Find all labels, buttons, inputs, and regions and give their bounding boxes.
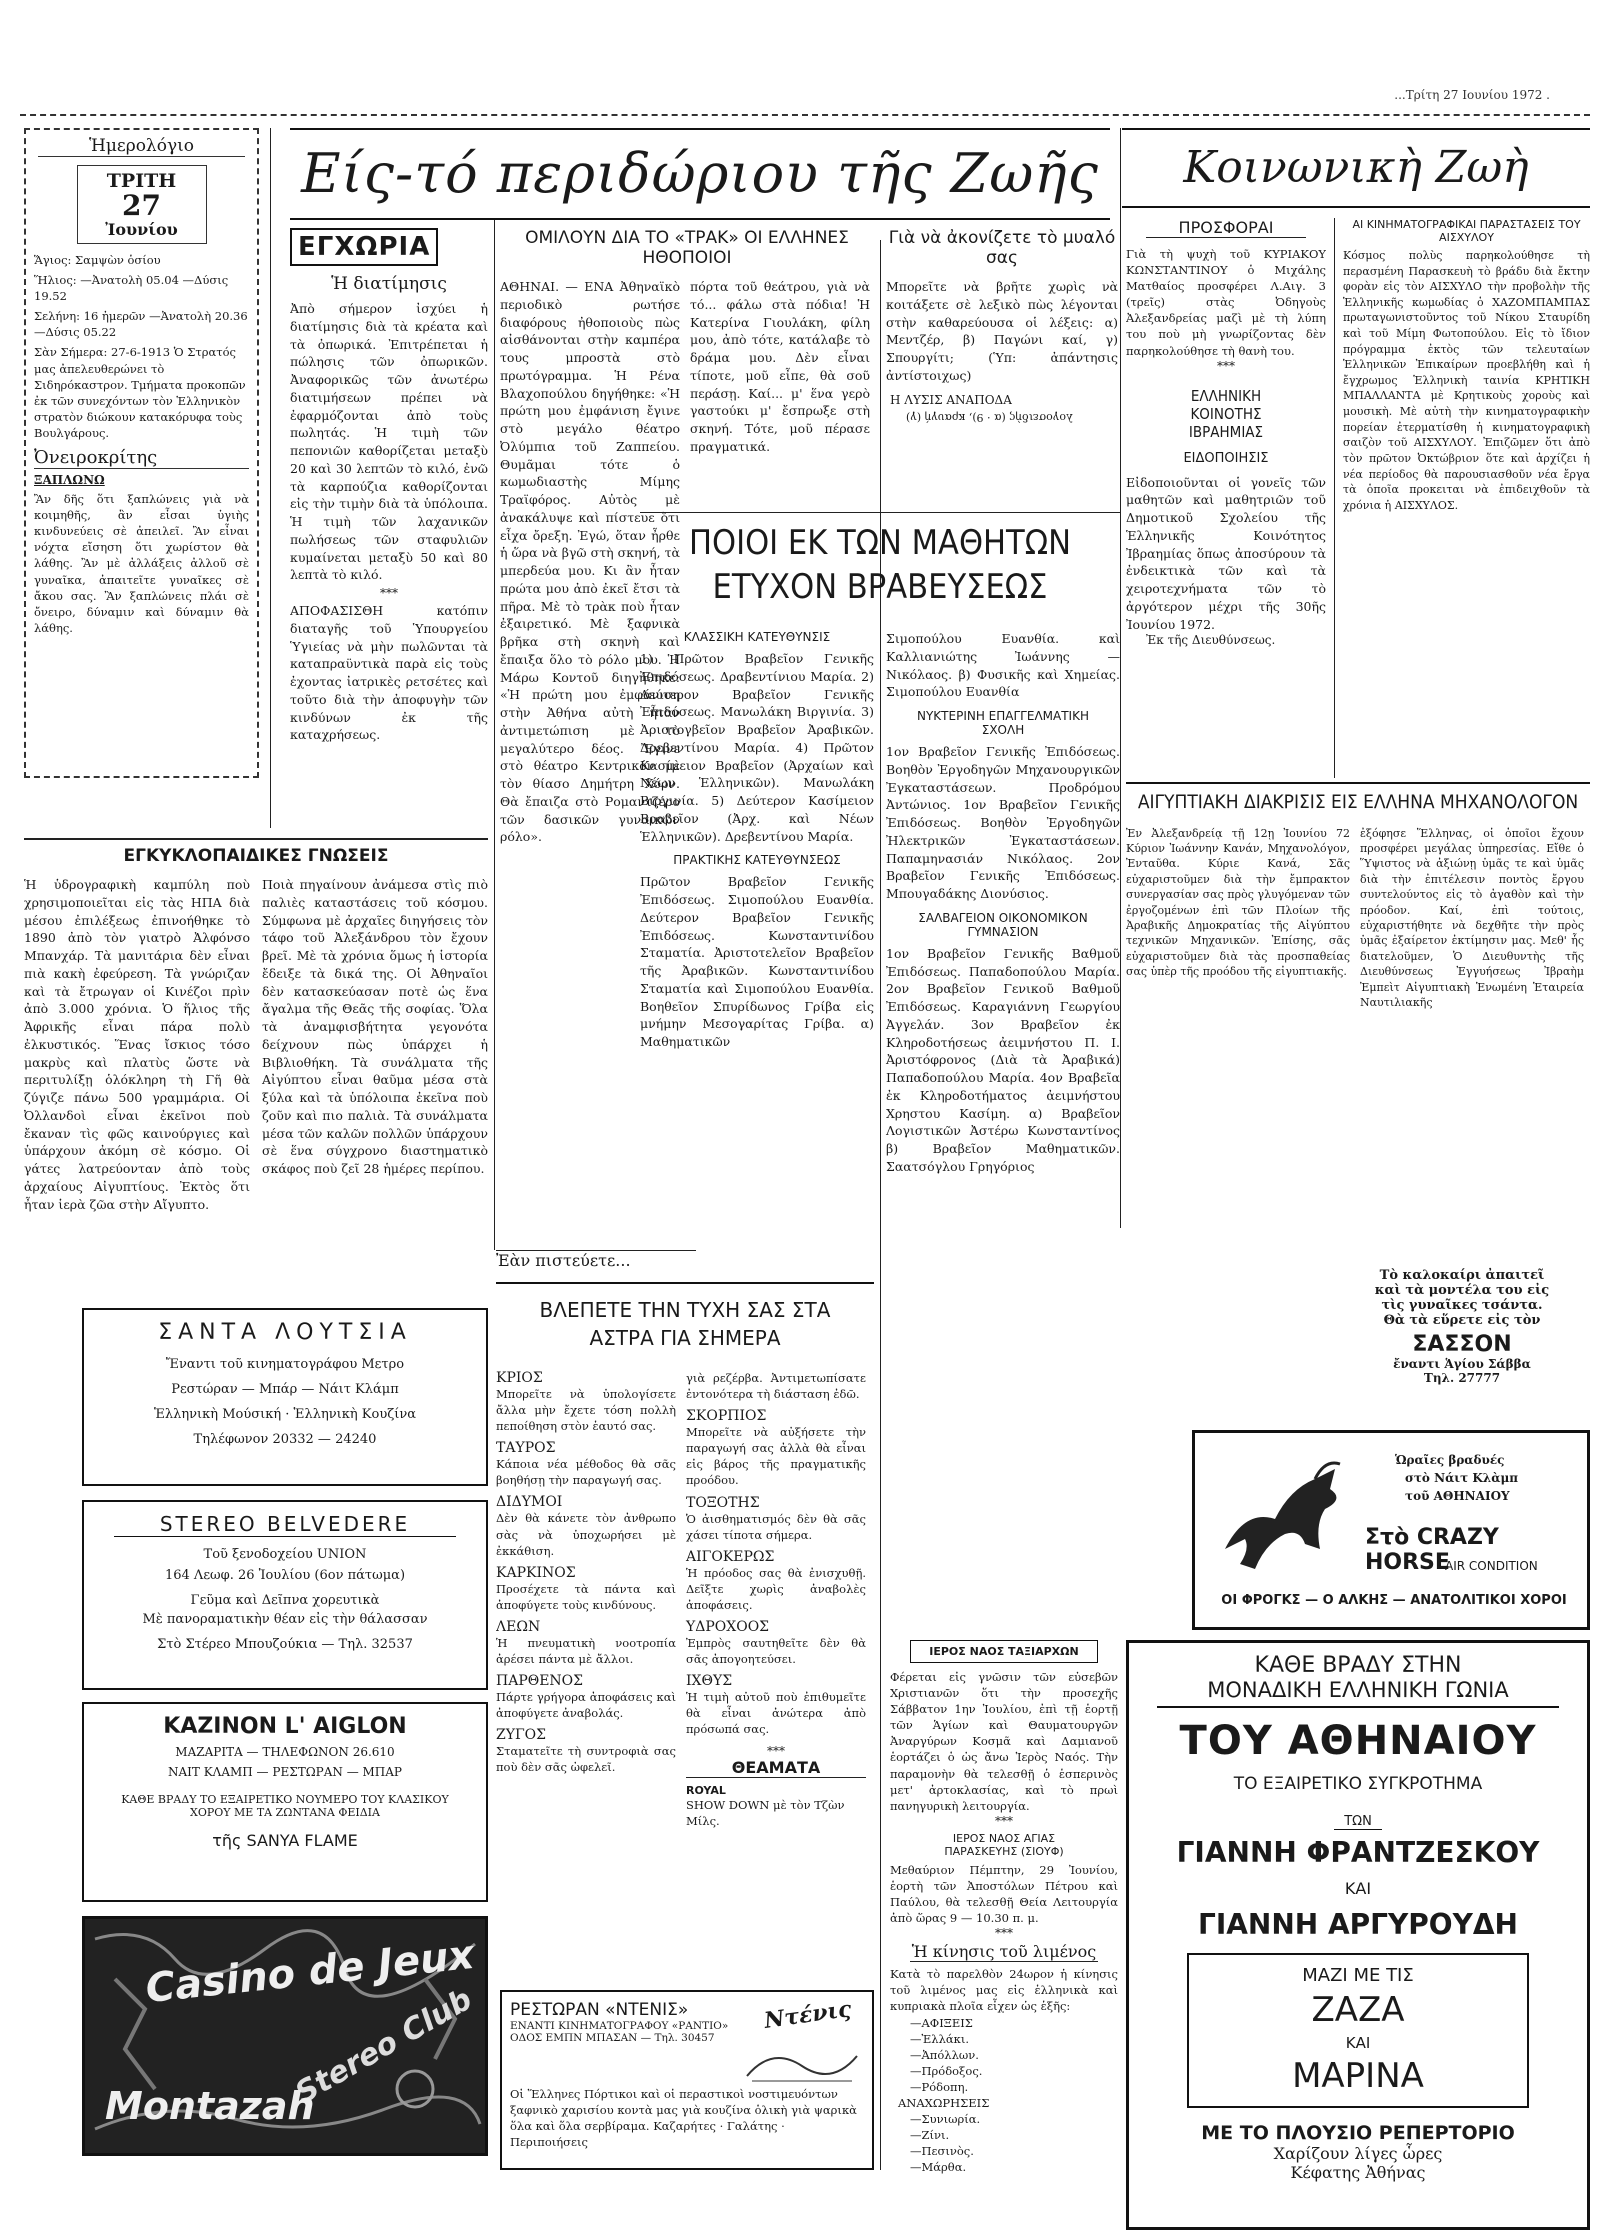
offers-stars: ***	[1217, 358, 1235, 373]
athinaios-ad	[1126, 1640, 1590, 2230]
belvedere-line: Τοῦ ξενοδοχείου UNION	[203, 1547, 367, 1562]
mind-answer: λογοσειδὴς (α · 9), κραυγή (γ)	[906, 410, 1073, 424]
horoscope-text: Προσέχετε τὰ πάντα καὶ ἀποφύγετε τοὺς κινδύνους.	[496, 1581, 676, 1612]
sasson-line: Θὰ τὰ εὕρετε εἰς τὸν	[1383, 1313, 1541, 1328]
athinaios-artist: ΜΑΡΙΝΑ	[1292, 2056, 1424, 2096]
port-title: Ἡ κίνησις τοῦ λιμένος	[911, 1942, 1097, 1962]
crazyhorse-bottom: ΟΙ ΦΡΟΓΚΣ — Ο ΑΛΚΗΣ — ΑΝΑΤΟΛΙΤΙΚΟΙ ΧΟΡΟΙ	[1221, 1593, 1567, 1608]
athinaios-kai: ΚΑΙ	[1344, 1879, 1372, 1898]
crazyhorse-line: στὸ Νάιτ Κλὰμπ	[1405, 1471, 1519, 1485]
dream-text: Ἂν δῆς ὅτι ξαπλώνεις γιὰ νὰ κοιμηθῆς, ἂν εἶσαι ὑγιὴς κινδυνεύεις σὲ ἀπειλεῖ. Ἂν εἶναι νόχτα εἴσηση ὅτι χωρίστον θὰ λάθης. Ἂν μὲ ἀλλάξεις ἀλλοῦ σὲ γυναῖκα, ἀπαιτεῖτε γυναῖκες σὲ ἄκου σας. Ἂν ξαπλώνεις πλάι σὲ ὄνειρο, δύναμιν καὶ δύναμιν θὰ λάθης.	[34, 492, 249, 635]
athinaios-name: ΤΟΥ ΑΘΗΝΑΙΟΥ	[1179, 1718, 1537, 1764]
athinaios-kai: ΚΑΙ	[1345, 2034, 1371, 2052]
horoscope-sign: ΚΡΙΟΣ	[496, 1370, 543, 1386]
awards-body-text: 1ον Βραβεῖον Γενικῆς Βαθμοῦ Ἐπιδόσεως. Παπαδοπούλου Μαρία. 2ον Βραβεῖον Γενικοῦ Βαθμοῦ Ἐπιδόσεως. Καραγιάννη Γεωργίου Ἀγγελάν. 3ον Βραβεῖον ἐκ Κληροδοτήσεως ἀειμνήστου Π. Ι. Ἀριστόφρονος (Διὰ τὰ Ἀραβικά) Παπαδοπούλου Μαρία. 4ον Βραβεῖα ἐκ Κληροδοτήματος ἀειμνήστου Χρηστου Κασίμη. α) Βραβεῖον Λογιστικῶν Ἀστέρω Κωνσταντίνος β) Βραβεῖον Μαθηματικῶν. Σαατσόγλου Γρηγόριος	[886, 945, 1120, 1174]
dennis-illustration	[742, 2036, 862, 2086]
horoscope-text: Ἡ πρόοδος σας θὰ ἐνισχυθῇ. Δεῖξτε χωρὶς ἀναβολὲς ἀποφάσεις.	[686, 1565, 866, 1612]
horoscope-sign: ΠΑΡΘΕΝΟΣ	[496, 1673, 584, 1690]
horoscope-sign: ΑΙΓΟΚΕΡΩΣ	[686, 1548, 775, 1565]
domestic-subtitle: Ἡ διατίμησις	[331, 274, 447, 294]
port-arrivals-head: —ΑΦΙΞΕΙΣ	[910, 2015, 973, 2030]
santa-lucia-ad	[82, 1308, 488, 1486]
cinema-section	[1334, 218, 1590, 778]
horoscope-text: Ἐμπρὸς σαυτηθεῖτε δὲν θὰ σᾶς ἀπογοητεύσει.	[686, 1636, 866, 1667]
port-arrival: —Πρόδοξος.	[910, 2063, 983, 2078]
dennis-name: ΡΕΣΤΩΡΑΝ «ΝΤΕΝΙΣ»	[510, 2000, 689, 2020]
awards-body-text: Σιμοπούλου Ευανθία. καὶ Καλλιανιώτης Ἰωάννης — Νικόλαος. β) Φυσικῆς καὶ Χημείας. Σιμοπούλου Ευανθία	[886, 631, 1120, 700]
athinaios-artist: ΖΑΖΑ	[1311, 1990, 1405, 2030]
sasson-line: τὶς γυναῖκες τσάντα.	[1381, 1298, 1543, 1313]
church1-title: ΙΕΡΟΣ ΝΑΟΣ ΤΑΞΙΑΡΧΩΝ	[929, 1645, 1079, 1658]
horoscope-sign: ΥΔΡΟΧΟΟΣ	[686, 1619, 770, 1636]
dennis-address: ΟΔΟΣ ΕΜΠΝ ΜΠΑΣΑΝ — Τηλ. 30457	[510, 2032, 715, 2044]
santa-title: ΣΑΝΤΑ ΛΟΥΤΣΙΑ	[158, 1320, 412, 1345]
sasson-name: ΣΑΣΣΟΝ	[1412, 1332, 1512, 1357]
horoscope-text: Ὁ ἀισθηματισμός δὲν θὰ σᾶς χάσει τίποτα σήμερα.	[686, 1511, 866, 1542]
almanac-date: 27	[122, 189, 161, 222]
santa-phone: Τηλέφωνον 20332 — 24240	[193, 1432, 377, 1447]
dennis-ad	[500, 1990, 874, 2170]
stage-title: ΟΜΙΛΟΥΝ ΔΙΑ ΤΟ «ΤΡΑΚ» ΟΙ ΕΛΛΗΝΕΣ ΗΘΟΠΟΙΟΙ	[525, 228, 849, 268]
crazyhorse-line: τοῦ ΑΘΗΝΑΙΟΥ	[1405, 1489, 1510, 1503]
santa-line: Ἑλληνικὴ Μούσική · Ἑλληνικὴ Κουζίνα	[153, 1407, 417, 1422]
almanac-line: Ἅγιος: Σαμψὼν ὁσίου	[34, 253, 161, 267]
horse-illustration	[1205, 1449, 1365, 1589]
offers-section	[1126, 218, 1326, 778]
horoscope-text: Ἡ τιμὴ αὐτοῦ ποὺ ἐπιθυμεῖτε θὰ εἶναι ἀνώτερα ἀπὸ πρόσωπά σας.	[686, 1690, 866, 1737]
notice-sign: Ἐκ τῆς Διευθύνσεως.	[1146, 633, 1276, 648]
encyclopedia-section	[24, 838, 488, 1298]
spectacles-text: SHOW DOWN μὲ τὸν Τζὼν Μίλς.	[686, 1797, 845, 1828]
dennis-text: Οἱ Ἕλληνες Πόρτικοι καὶ οἱ περαστικοὶ νοστιμευόντων ξαφνικὸ χαρισίου κοντὰ μας γιὰ κουζίνα ὁλικὴ γιὰ ψαρικὰ ὅλα καὶ ὅλα σερβίραμα. Καζαρήτες · Γαλάτης · Περιποιήσεις	[510, 2087, 857, 2150]
aiglon-line: ΚΑΘΕ ΒΡΑΔΥ ΤΟ ΕΞΑΙΡΕΤΙΚΟ ΝΟΥΜΕΡΟ ΤΟΥ ΚΛΑΣΙΚΟΥ ΧΟΡΟΥ ΜΕ ΤΑ ΖΩΝΤΑΝΑ ΦΕΙΔΙΑ	[121, 1793, 449, 1819]
awards-title: ΠΟΙΟΙ ΕΚ ΤΩΝ ΜΑΘΗΤΩΝ ΕΤΥΧΟΝ ΒΡΑΒΕΥΣΕΩΣ	[689, 523, 1071, 608]
athinaios-ton: ΤΩΝ	[1334, 1814, 1382, 1830]
date-strip	[20, 88, 1590, 116]
athinaios-line: ΚΑΘΕ ΒΡΑΔΥ ΣΤΗΝ	[1254, 1653, 1462, 1678]
almanac-box	[24, 128, 259, 778]
port-arrival: —Ἀπόλλων.	[910, 2047, 979, 2062]
sasson-phone: Τηλ. 27777	[1423, 1371, 1501, 1385]
sasson-line: καὶ τὰ μοντέλα του εἰς	[1374, 1283, 1550, 1298]
athinaios-artist: ΓΙΑΝΝΗ ΦΡΑΝΤΖΕΣΚΟΥ	[1176, 1836, 1540, 1869]
page-banner-title: Είς-τό περιδώριου τῆς Ζωῆς	[301, 142, 1099, 205]
horoscope-text: Μπορεῖτε νὰ ὑπολογίσετε ἄλλα μὴν ἔχετε τόση πολλὴ πεποίθηση στὸν ἑαυτό σας.	[496, 1387, 676, 1434]
almanac-line: Σελήνη: 16 ἡμερῶν —Ἀνατολὴ 20.36 —Δύσις 05.22	[34, 309, 248, 340]
domestic-stars: ***	[380, 586, 398, 600]
awards-body-text: 1) Πρῶτον Βραβεῖον Γενικῆς Ἐπιδόσεως. Δραβεντίνιου Μαρία. 2) Δεύτερον Βραβεῖον Γενικῆς Ἐπιδόσεως. Μανωλάκη Βιργινία. 3) Ἀριστογβεῖον Βραβεῖον Ἀραβικῶν. Δρεβεντίνου Μαρία. 4) Πρῶτον Κασίμειον Βραβεῖον (Ἀρχαίων καὶ Νέων Ἑλληνικῶν). Μανωλάκη Βιργινία. 5) Δεύτερον Κασίμειον Βραβεῖον (Ἀρχ. καὶ Νέων Ἑλληνικῶν). Δρεβεντίνου Μαρία.	[640, 651, 874, 844]
school-title: ΕΛΛΗΝΙΚΗ ΚΟΙΝΟΤΗΣ ΙΒΡΑΗΜΙΑΣ	[1188, 386, 1264, 441]
church2-stars: ***	[995, 1926, 1013, 1941]
belvedere-line: Μὲ πανοραματικὴν θέαν εἰς τὴν θάλασσαν	[142, 1612, 428, 1627]
encyclopedia-col-1: Ἡ ὑδρογραφικὴ καμπύλη ποὺ χρησιμοποιεῖται εἰς τὰς ΗΠΑ διὰ μέσου ἐπιλέξεως ἐπινοήθηκε τὸ 1890 ἀπὸ τὸν γιατρὸ Ἀλφόνσο Μπανχάρ. Τὰ μανιτάρια δὲν εἶναι πιὰ κακὴ ἐφεύρεση. Τὰ γνώριζαν καὶ τὰ ἔτρωγαν οἱ Κινέζοι πρὶν ἀπὸ 3.000 χρόνια. Ὁ ἥλιος τῆς Ἀφρικῆς εἶναι πάρα πολὺ ἐλκυστικός. Ἕνας ἴσκιος τόσο μακρὺς καὶ πλατὺς ὥστε νὰ περιτυλίξῃ ὁλόκληρη τὴ Γῆ θὰ ζύγιζε πάνω 500 γραμμάρια. Οἱ Ὀλλανδοὶ εἶναι ἐκεῖνοι ποὺ ἔκαναν τὶς φῶς καινούργιες καὶ ὑπάρχουν ἀκόμη σὲ κόσμο. Οἱ γάτες λατρεύονταν ἀπὸ τοὺς ἀρχαίους Αἰγυπτίους. Ἐκτὸς ὅτι ἦταν ἱερὰ ζῶα στὴν Αἴγυπτο.	[24, 877, 250, 1212]
cinema-text: Κόσμος πολὺς παρηκολούθησε τὴ περασμένη Παρασκευὴ τὸ βράδυ διὰ ἔκτην φορὰν εἰς τὸν ΑΙΣΧΥΛΟ τὴν προβολὴν τῆς Ἑλληνικῆς κωμωδίας ὁ ΧΑΖΟΜΠΑΜΠΑΣ πρωταγωνιστοῦντος τοῦ Νίκου Σταυρίδη καὶ τοῦ Μίμη Φωτοπούλου. Εἰς τὸ ἴδιον πρόγραμμα ἐκτὸς τῶν τελευταίων Ἑλληνικῶν Ἐπικαίρων προεβλήθη καὶ ἡ ἔγχρωμος Ἑλληνικὴ ταινία ΚΡΗΤΙΚΗ ΜΠΑΛΛΑΝΤΑ μὲ Κρητικοὺς χοροὺς καὶ μουσικὴ. Μὲ αὐτὴ τὴν κινηματογραφικὴν πορείαν ἐτερματίσθη ἡ κινηματογραφικὴ σαιζὸν τοῦ ΑΙΣΧΥΛΟΥ. Ἐπιζῶμεν ὅτι ἀπὸ τὸν πρῶτον Ὀκτώβριον ὅτε καὶ ἀρχίζει ἡ νέα περίοδος θὰ παρουσιασθοῦν νέα ἔργα τὰ ὁποῖα προκειται νὰ ἐπιδειχθοῦν τὰ χρόνια ἡ ΑΙΣΧΥΛΟΣ.	[1343, 249, 1590, 512]
mind-answer-title: Η ΛΥΣΙΣ ΑΝΑΠΟΔΑ	[890, 392, 1012, 407]
horoscope-sign: ΤΑΥΡΟΣ	[496, 1440, 556, 1457]
almanac-month: Ἰουνίου	[105, 220, 178, 239]
domestic-text-2: ΑΠΟΦΑΣΙΣΘΗ κατόπιν διαταγῆς τοῦ Ὑπουργείου Ὑγιείας νὰ μὴν πωλῶνται τὰ καταπραϋντικὰ παρὰ εἰς τοὺς ἐχοντας ἰατρικὲς ρετσέτες καὶ τοῦτο διὰ τὴν ἀποφυγὴν τῶν κινδύνων ἐκ τῆς καταχρήσεως.	[290, 603, 488, 743]
mind-title: Γιὰ νὰ ἀκονίζετε τὸ μυαλό σας	[888, 228, 1116, 268]
horoscope-text: Σταματεῖτε τὴ συντροφιὰ σας ποὺ δὲν σᾶς ὠφελεῖ.	[496, 1744, 676, 1775]
spectacles-title: ΘΕΑΜΑΤΑ	[686, 1758, 866, 1778]
horoscope-sign: ΖΥΓΟΣ	[496, 1727, 547, 1744]
awards-head: ΝΥΚΤΕΡΙΝΗ ΕΠΑΓΓΕΛΜΑΤΙΚΗ ΣΧΟΛΗ	[917, 709, 1089, 737]
aiglon-title: ΚΑΖΙΝΟΝ L' AIGLON	[163, 1714, 407, 1739]
mind-text: Μπορεῖτε νὰ βρῆτε χωρὶς νὰ κοιτάξετε σὲ λεξικὸ πὼς λέγονται στὴν καθαρεύουσα οἱ λέξεις: α) Μεντζέρ, β) Παγώνι καί, γ) Σπουργίτι; (Ὑπ: ἀπάντησις ἀντίστοιχως)	[886, 279, 1118, 383]
church-section	[890, 1640, 1118, 2230]
crazyhorse-name: Στὸ CRAZY HORSE	[1365, 1525, 1499, 1575]
horoscope-text: Μπορεῖτε νὰ αὐξήσετε τὴν παραγωγή σας ἀλλὰ θὰ εἶναι εἰς βάρος τῆς πραγματικῆς προόδου.	[686, 1425, 866, 1488]
awards-col-1	[640, 630, 874, 1176]
athinaios-line: ΜΟΝΑΔΙΚΗ ΕΛΛΗΝΙΚΗ ΓΩΝΙΑ	[1157, 1678, 1559, 1708]
casino-subtitle: Stereo Club	[289, 1981, 479, 2112]
awards-head: ΚΛΑΣΣΙΚΗ ΚΑΤΕΥΘΥΝΣΙΣ	[683, 630, 831, 644]
belvedere-line: 164 Λεωφ. 26 Ἰουλίου (6ον πάτωμα)	[164, 1568, 406, 1583]
port-departure: —Μάρθα.	[910, 2160, 967, 2175]
belvedere-title: STEREO BELVEDERE	[114, 1512, 456, 1537]
casino-title: Casino de Jeux	[143, 1931, 477, 2013]
spectacles-cinema: ROYAL	[686, 1783, 726, 1797]
athinaios-line: Χαρίζουν λίγες ὧρες	[1273, 2144, 1443, 2163]
awards-body	[640, 630, 1120, 1630]
port-text: Κατὰ τὸ παρελθὸν 24ωρον ἡ κίνησις τοῦ λιμένος μας εἰς ἑλληνικὰ καὶ κυπριακὰ πλοῖα εἶχεν ὡς ἑξῆς:	[890, 1967, 1118, 2014]
believe-label-text: Ἐὰν πιστεύετε...	[496, 1251, 631, 1270]
stage-col-1: ΑΘΗΝΑΙ. — ΕΝΑ Ἀθηναϊκὸ περιοδικὸ ρωτήσε διαφόρους ἠθοποιοὺς πὼς αἰσθάνονται στὴν καμπέρα τους μπροστὰ στὸ πρωτόγραμμα. Ἡ Ρένα Βλαχοπούλου δηγήθηκε: «Ἡ πρώτη μου ἐμφάνιση ἔγινε στὸ μεγάλο θέατρο Ὀλύμπια τοῦ Ζαππείου. Θυμᾶμαι τότε ὁ κωμωδιαστὴς Μίμης Τραϊφόρος. Αὐτὸς μὲ ἀνακάλυψε καὶ πίστευε ὅτι εἶχα ὄρεξη. Ἐγώ, ὅταν ἦρθε ἡ ὥρα νὰ βγῶ στὴ σκηνή, τὰ μπερδεύα μου. Κι ἂν ἦταν πρώτα μου ἀπὸ ἐκεῖ ἔτσι τὰ πῆρα. Μὲ τὸ τρὰκ ποὺ ἦταν ἐξαιρετικό. Μὲ ξαφνικὰ βρῆκα στὴ σκηνὴ καὶ ἔπαιξα ὅλο τὸ ρόλο μου. Ἡ Μάρω Κοντοῦ διηγήθηκε: «Ἡ πρώτη μου ἐμφάνιση στὴν Ἀθήνα αὐτὴ ἦταν ἀντιμετώπιση μὲ τὸ μεγαλύτερο δέος. Ἔγινε στὸ θέατρο Κεντρικόν μὲ τὸν θίασο Δημήτρη Χόρν. Θὰ ἔπαιζα στὸ Ρομαντζέρο τῶν δασικῶν γυναικῶν ρόλο».	[500, 279, 680, 845]
horoscope-sign: ΛΕΩΝ	[496, 1618, 541, 1635]
dennis-logo: Ντένις	[763, 1996, 854, 2034]
belvedere-line: Γεῦμα καὶ Δεῖπνα χορευτικὰ	[190, 1593, 380, 1608]
belvedere-line: Στὸ Στέρεο Μπουζούκια — Τηλ. 32537	[157, 1637, 413, 1652]
distinction-title: ΑΙΓΥΠΤΙΑΚΗ ΔΙΑΚΡΙΣΙΣ ΕΙΣ ΕΛΛΗΝΑ ΜΗΧΑΝΟΛΟΓΟΝ	[1137, 791, 1579, 813]
port-arrival: —Ἐλλάκι.	[910, 2031, 970, 2046]
church2-text: Μεθαύριον Πέμπτην, 29 Ἰουνίου, ἑορτὴ τῶν Ἀποστόλων Πέτρου καὶ Παύλου, θὰ τελεσθῇ Θεία Λειτουργία ἀπὸ ὥρας 9 — 10.30 π. μ.	[890, 1862, 1118, 1926]
horoscope-sign: ΙΧΘΥΣ	[686, 1673, 733, 1690]
dream-subtitle: ΞΑΠΛΩΝΩ	[34, 473, 105, 488]
port-departure: —Ζίνι.	[910, 2128, 950, 2143]
domestic-text: Ἀπὸ σήμερον ἰσχύει ἡ διατίμησις διὰ τὰ κρέατα καὶ τὰ ὀπωρικά. Ἐπιτρέπεται ἡ πώλησις τῶν ὀπωρικῶν. Ἀναφορικῶς τῶν ἀνωτέρω διατιμήσεων πρέπει νὰ ἐφαρμόζονται ἀπὸ τοὺς πωλητάς. Ἡ τιμὴ τῶν πεπονιῶν καθορίζεται μεταξὺ 20 καὶ 30 λεπτῶν τὸ κιλό, ἐνῶ τὰ καρπούζια καθορίζονται εἰς τὴν τιμὴν διὰ τὰ ὑπόλοιπα. Ἡ τιμὴ τῶν λαχανικῶν πωλήσεως τῶν σταφυλιῶν κυμαίνεται μεταξὺ 50 καὶ 80 λεπτὰ τὸ κιλό.	[290, 301, 488, 583]
horoscope-sign: ΚΑΡΚΙΝΟΣ	[496, 1564, 576, 1581]
awards-body-text: 1ον Βραβεῖον Γενικῆς Ἐπιδόσεως. Βοηθὸν Ἐργοδηγῶν Μηχανουργικῶν Ἐγκαταστάσεων. Προδρόμου Ἀντώνιος. 1ον Βραβεῖον Γενικῆς Ἐπιδόσεως. Βοηθὸν Ἐργοδηγῶν Ἠλεκτρικῶν Ἐγκαταστάσεων. Παπαμηνασιάν Νικόλαος. 2ον Βραβεῖον Γενικῆς Ἐπιδόσεως. Μπουγαδάκης Διονύσιος.	[886, 744, 1120, 901]
awards-col-2	[886, 630, 1120, 1176]
aiglon-ad	[82, 1702, 488, 1902]
church1-stars: ***	[995, 1813, 1013, 1828]
horoscope-sign: ΣΚΟΡΠΙΟΣ	[686, 1408, 767, 1425]
domestic-section	[290, 228, 488, 838]
spectacles-stars: ***	[767, 1743, 785, 1758]
awards-headline	[640, 512, 1120, 622]
distinction-col-2: ἐξόφησε Ἕλληνας, οἱ ὁποῖοι ἔχουν προσφέρει μεγάλας ὑπηρεσίας. Εἴθε ὁ Ὕψιστος νὰ ἀξιώνῃ ὑμᾶς τε καὶ ὑμᾶς διὰ τὴν ἐπιτέλεσιν ποντὸς ἔργου συντελούντος εἰς τὸ ἀγαθὸν καὶ τὴν πρόοδον. Καί, ἐπὶ τούτοις, εὐχαριστήθητε νὰ δεχθῆτε τὴν πρὸς ὑμᾶς ἐξαίρετον ἐκτίμησιν μας. Μεθ' ἧς διατελοῦμεν, Ὁ Διευθυντὴς τῆς Διευθύνσεως Ἐγγυήσεως Ἰβραὴμ Ἐμπεὶτ Αἰγυπτιακὴ Ἑνωμένη Ἑταιρεία Ναυτιλιακῆς	[1360, 826, 1584, 1009]
awards-body-text: Πρῶτον Βραβεῖον Γενικῆς Ἐπιδόσεως. Σιμοπούλου Ευανθία. Δεύτερον Βραβεῖον Γενικῆς Ἐπιδόσεως. Κωνσταντινίδου Σταματία. Ἀριστοτελεῖον Βραβεῖον τῆς Ἀραβικῶν. Κωνσταντινίδου Σταματία καὶ Σιμοπούλου Ευανθία. Βοηθεῖον Σπυρίδωνος Γρίβα εἰς μνήμην Μεσογαρίτας Γρίβα. α) Μαθηματικῶν	[640, 874, 874, 1049]
crazyhorse-ac: AIR CONDITION	[1445, 1559, 1538, 1573]
sasson-ad	[1340, 1260, 1584, 1420]
awards-head: ΠΡΑΚΤΙΚΗΣ ΚΑΤΕΥΘΥΝΣΕΩΣ	[673, 853, 841, 868]
crazyhorse-ad	[1192, 1430, 1590, 1630]
domestic-logo-text: ΕΓΧΩΡΙΑ	[298, 232, 431, 262]
horoscope-text: γιὰ ρεζέρβα. Ἀντιμετωπίσατε ἐντονότερα τὴ διάσταση ἐδῶ.	[686, 1371, 866, 1402]
offers-title: ΠΡΟΣΦΟΡΑΙ	[1146, 218, 1306, 238]
almanac-date-box	[77, 165, 207, 244]
social-banner	[1122, 128, 1590, 208]
offers-text: Γιὰ τὴ ψυχὴ τοῦ ΚΥΡΙΑΚΟΥ ΚΩΝΣΤΑΝΤΙΝΟΥ ὁ Μιχάλης Ματθαίος προσφέρει Λ.Αιγ. 3 (τρεῖς) στὰς Ὀδηγοὺς Ἀλεξανδρείας μαζὶ μὲ τὴ λύπη του ποὺ μὴ γνωρίζοντας δὲν παρηκολούθησε τὴ θανὴ του.	[1126, 247, 1326, 358]
encyclopedia-title: ΕΓΚΥΚΛΟΠΑΙΔΙΚΕΣ ΓΝΩΣΕΙΣ	[123, 846, 389, 866]
distinction-col-1: Ἐν Ἀλεξανδρείᾳ τῇ 12ῃ Ἰουνίου 72 Κύριον Ἰωάννην Κανάν, Μηχανολόγον, Ἐνταῦθα. Κύριε Κανά, Σᾶς εὐχαριστοῦμεν διὰ τὴν ἔμπρακτον συνεργασίαν σας πρὸς γλυγόμεναν τῶν ἐργοζομένων ἐπὶ τῶν Πλοίων τῆς Ἀραβικῆς Δημοκρατίας τῆς Αἰγύπτου τεχνικῶν Μηχανικῶν. Ἐπίσης, σᾶς εὐχαριστοῦμεν διὰ τὰς προσπαθείας σας ὑπὲρ τῆς προόδου τῆς εἰγυπτιακῆς.	[1126, 826, 1350, 979]
port-departures-head: ΑΝΑΧΩΡΗΣΕΙΣ	[898, 2095, 990, 2110]
dream-title: Ὀνειροκρίτης	[34, 447, 249, 469]
horoscope-text: Ἡ πνευματικὴ νοοτροπία ἀρέσει πάντα μὲ ἄλλοι.	[496, 1635, 676, 1667]
santa-line: Ἔναντι τοῦ κινηματογράφου Μετρο	[165, 1357, 405, 1372]
almanac-line: Σὰν Σήμερα: 27-6-1913 Ὁ Στρατός μας ἀπελευθερώνει τὸ Σιδηρόκαστρον. Τμήματα προκοπῶν ἐκ τῶν συνεχόντων τὸν Ἑλληνικὸν στρατὸν διώκουν κατακόρυφα τοὺς Βουλγάρους.	[34, 345, 246, 440]
almanac-label: Ἡμερολόγιο	[38, 136, 245, 157]
athinaios-line: Κέφατης Ἀθήνας	[1290, 2163, 1426, 2182]
athinaios-mazi: ΜΑΖΙ ΜΕ ΤΙΣ	[1302, 1965, 1414, 1986]
distinction-section	[1126, 782, 1590, 1262]
athinaios-repertoire: ΜΕ ΤΟ ΠΛΟΥΣΙΟ ΡΕΠΕΡΤΟΡΙΟ	[1201, 2122, 1515, 2144]
page-banner	[290, 128, 1110, 220]
horoscope-sign: ΤΟΞΟΤΗΣ	[686, 1494, 760, 1511]
athinaios-artist: ΓΙΑΝΝΗ ΑΡΓΥΡΟΥΔΗ	[1198, 1908, 1518, 1941]
sasson-address: ἔναντι Ἁγίου Σάββα	[1393, 1357, 1531, 1371]
casino-ad	[82, 1916, 488, 2156]
port-arrival: —Ρόδοπη.	[910, 2079, 969, 2094]
belvedere-ad	[82, 1500, 488, 1690]
church2-title: ΙΕΡΟΣ ΝΑΟΣ ΑΓΙΑΣ ΠΑΡΑΣΚΕΥΗΣ (ΣΙΟΥΦ)	[944, 1831, 1064, 1858]
port-departure: —Πεσινὸς.	[910, 2144, 974, 2159]
cinema-title: ΑΙ ΚΙΝΗΜΑΤΟΓΡΑΦΙΚΑΙ ΠΑΡΑΣΤΑΣΕΙΣ ΤΟΥ ΑΙΣΧΥΛΟΥ	[1352, 218, 1581, 244]
sasson-line: Τὸ καλοκαίρι ἀπαιτεῖ	[1379, 1268, 1545, 1283]
casino-place: Montazah	[105, 2084, 315, 2128]
santa-line: Ρεστώραν — Μπάρ — Νάιτ Κλάμπ	[171, 1382, 399, 1397]
port-departure: —Συνιωρία.	[910, 2112, 981, 2127]
awards-head: ΣΑΛΒΑΓΕΙΟΝ ΟΙΚΟΝΟΜΙΚΟΝ ΓΥΜΝΑΣΙΟΝ	[918, 910, 1088, 939]
encyclopedia-col-2: Ποιὰ πηγαίνουν ἀνάμεσα στὶς πιὸ παλιὲς καταστάσεις τοῦ κόσμου. Σύμφωνα μὲ ἀρχαῖες διηγήσεις τὸν τάφο τοῦ Ἀλεξάνδρου τὸν ἔχουν βρεῖ. Μὲ τὰ χρόνια ὅμως ἡ ἱστορία ἔδειξε τὰ δικά της. Οἱ Ἀθηναῖοι δὲν κατασκεύασαν ποτὲ ὡς ἕνα ἄγαλμα τῆς Θεᾶς τῆς σοφίας. Ὅλα τὰ ἀναμφισβήτητα γεγονότα δείχνουν πὼς ὑπάρχει ἡ Βιβλιοθήκη. Τὰ συνάλματα τῆς Αἰγύπτου εἶναι θαῦμα μέσα στὰ ξύλα καὶ τὰ ὑπόλοιπα ἐκεῖνα ποὺ ζοῦν καὶ πιο παλιὰ. Τὰ συνάλματα μέσα τῶν καλῶν πολλῶν ὑπάρχουν σὲ ἕνα σύγχρονο διαστηματικὸ σκάφος ποὺ ζεῖ 28 ἡμέρες περίπου.	[262, 877, 488, 1176]
notice-text: Εἰδοποιοῦνται οἱ γονεῖς τῶν μαθητῶν καὶ μαθητριῶν τοῦ Δημοτικοῦ Σχολείου τῆς Ἑλληνικῆς Κοινότητος Ἰβραημίας ὅπως ἀποσύρουν τὰ ἐνδεικτικὰ τῶν καὶ τὰ χειροτεχνήματα τῶν τὸ ἀργότερον μέχρι τῆς 30ῆς Ἰουνίου 1972.	[1126, 474, 1326, 632]
horoscope-title: ΒΛΕΠΕΤΕ ΤΗΝ ΤΥΧΗ ΣΑΣ ΣΤΑ ΑΣΤΡΑ ΓΙΑ ΣΗΜΕΡΑ	[539, 1298, 831, 1350]
horoscope-text: Κάποια νέα μέθοδος θὰ σᾶς βοηθήσῃ τὴν παραγωγή σας.	[496, 1457, 676, 1488]
dennis-address: ΕΝΑΝΤΙ ΚΙΝΗΜΑΤΟΓΡΑΦΟΥ «ΡΑΝΤΙΟ»	[510, 2020, 729, 2032]
almanac-line: Ἥλιος: —Ἀνατολὴ 05.04 —Δύσις 19.52	[34, 273, 229, 304]
stage-col-2: πόρτα τοῦ θεάτρου, γιὰ νὰ τό... φάλω στὰ πόδια! Ἡ Κατερίνα Γιουλάκη, φίλη μου, ἀπὸ τότε, κατάλαβε τὸ δράμα μου. Δὲν εἶναι τίποτε, μοῦ εἶπε, θὰ σοῦ περάσῃ. Καί... μ' ἕνα γερὸ γαστούκι μ' ἔσπρωξε στὴ σκηνή. Τότε, μοῦ πέρασε πραγματικά.	[690, 279, 870, 454]
horoscope-text: Δὲν θὰ κάνετε τὸν ἀνθρωπο σὰς νὰ ὑποχωρήσει μὲ ἐκκάθιση.	[496, 1511, 676, 1558]
church1-title-box	[910, 1640, 1098, 1663]
horoscope-text: Πάρτε γρήγορα ἀποφάσεις καὶ ἀποφύγετε ἀναβολάς.	[496, 1690, 676, 1721]
notice-title: ΕΙΔΟΠΟΙΗΣΙΣ	[1183, 450, 1269, 466]
almanac-day: ΤΡΙΤΗ	[106, 170, 177, 192]
crazyhorse-line: Ὡραῖες βραδυές	[1395, 1453, 1505, 1467]
athinaios-line: ΤΟ ΕΞΑΙΡΕΤΙΚΟ ΣΥΓΚΡΟΤΗΜΑ	[1233, 1774, 1483, 1794]
date-strip-text: ...Τρίτη 27 Ιουνίου 1972 .	[1394, 88, 1550, 102]
aiglon-line: ΜΑΖΑΡΙΤΑ — ΤΗΛΕΦΩΝΟΝ 26.610	[175, 1745, 395, 1759]
horoscope-sign: ΔΙΔΥΜΟΙ	[496, 1494, 563, 1511]
aiglon-line: τῆς SANYA FLAME	[212, 1831, 358, 1850]
athinaios-box	[1187, 1953, 1529, 2108]
domestic-logo	[290, 228, 438, 266]
social-title: Κοινωνικὴ Ζωὴ	[1183, 142, 1529, 193]
aiglon-line: ΝΑΙΤ ΚΛΑΜΠ — ΡΕΣΤΩΡΑΝ — ΜΠΑΡ	[167, 1765, 403, 1779]
church1-text: Φέρεται εἰς γνῶσιν τῶν εὐσεβῶν Χριστιανῶν ὅτι τὴν προσεχῆς Σάββατον 1ην Ἰουλίου, ἐπὶ τῇ ἑορτῇ τῶν Ἁγίων καὶ Θαυματουργῶν Ἀναργύρων Κοσμᾶ καὶ Δαμιανοῦ ἑορτάζει ὁ ὡς ἄνω Ἱερὸς Ναός. Τὴν παραμονὴν θὰ τελεσθῇ ὁ ἑσπερινὸς μετ' ἀρτοκλασίας, καὶ τὸ πρωὶ πανηγυρικὴ λειτουργία.	[890, 1670, 1118, 1813]
